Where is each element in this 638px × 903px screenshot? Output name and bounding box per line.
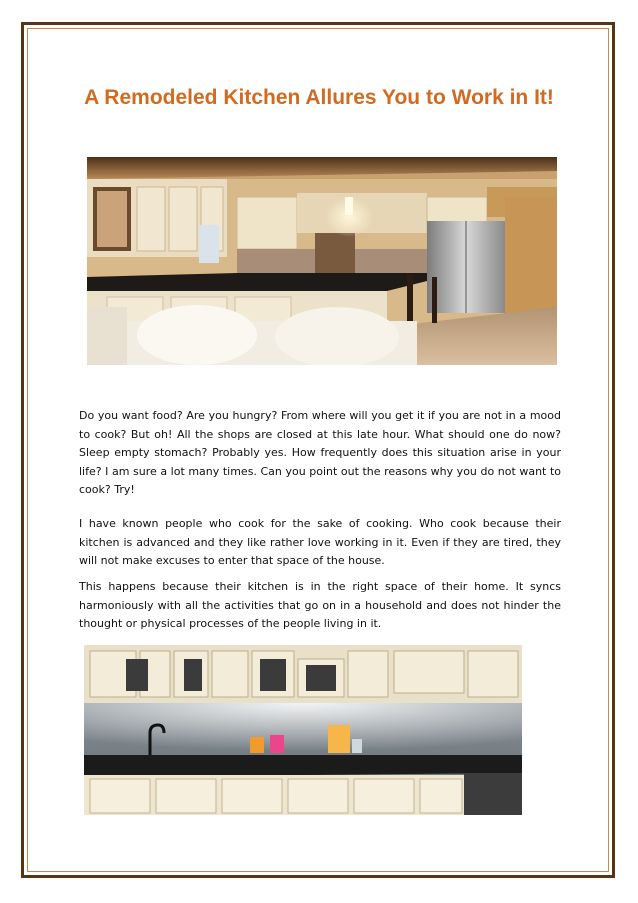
kitchen-photo-cream-cabinets — [87, 157, 557, 365]
paragraph-2: I have known people who cook for the sake of cooking. Who cook because their kitchen is advanced and they like rather love working in it. Even if they are tired, they will not make excuses to enter that space of the house. — [79, 517, 561, 568]
paragraph-3: This happens because their kitchen is in the right space of their home. It syncs harmoniously with all the activities that go on in a household and does not hinder the thought or physical processes of the people living in it. — [79, 580, 561, 631]
paragraph-1: Do you want food? Are you hungry? From where will you get it if you are not in a mood to cook? But oh! All the shops are closed at this late hour. What should one do now? Sleep empty stomach? Probably yes. How frequently does this situation arise in your life? I am sure a lot many times. Can you point out the reasons why you do not want to cook? Try! — [79, 409, 561, 497]
kitchen-photo-white-cabinets — [84, 645, 522, 815]
page-title: A Remodeled Kitchen Allures You to Work in It! — [84, 86, 554, 109]
